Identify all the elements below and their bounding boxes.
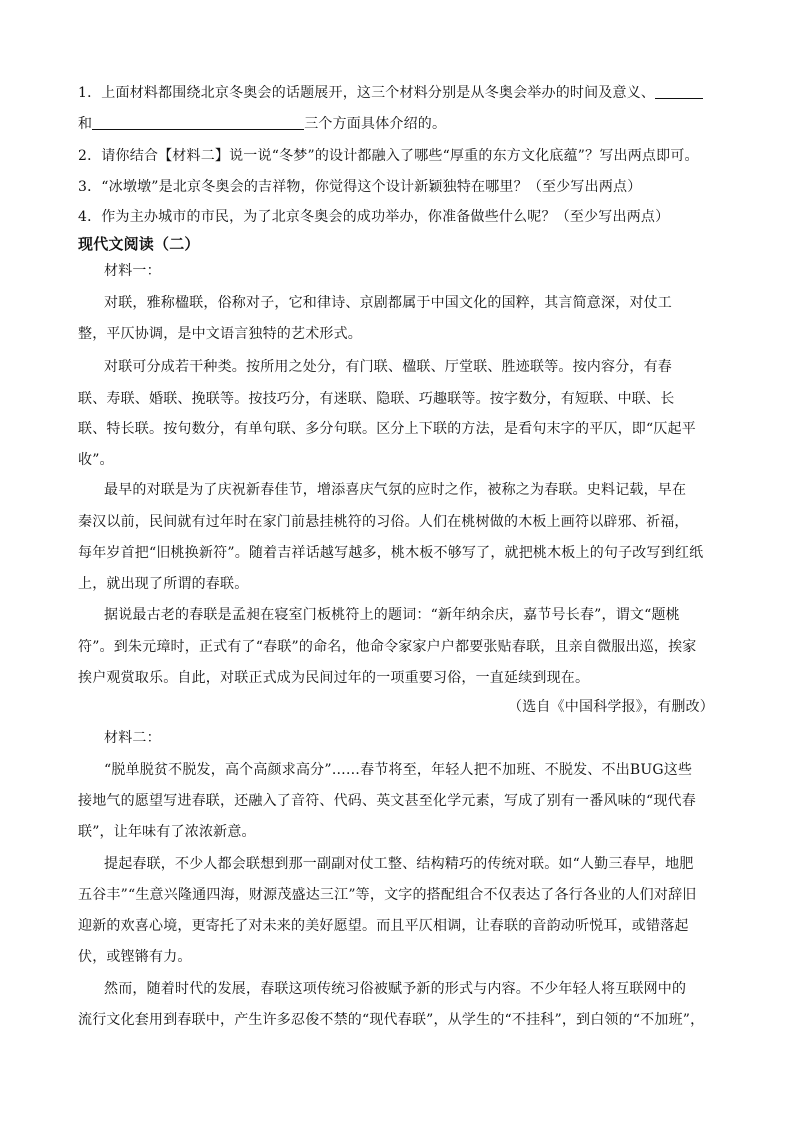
material-2-line: 五谷丰”“生意兴隆通四海，财源茂盛达三江”等，文字的搭配组合不仅表达了各行各业的人们对辞旧 (78, 887, 697, 903)
material-2-line: 联”，让年味有了浓浓新意。 (78, 824, 256, 840)
material-1-line: 对联，雅称楹联，俗称对子，它和律诗、京剧都属于中国文化的国粹，其言简意深，对仗工 (104, 295, 672, 311)
question-1-suffix: 三个方面具体介绍的。 (304, 116, 447, 132)
material-1-line: 上，就出现了所谓的春联。 (78, 576, 249, 592)
answer-blank-2[interactable] (92, 115, 304, 130)
section-title: 现代文阅读（二） (78, 235, 200, 253)
material-1-line: 整，平仄协调，是中文语言独特的艺术形式。 (78, 326, 362, 342)
material-2-line: 流行文化套用到春联中，产生许多忍俊不禁的“现代春联”，从学生的“不挂科”，到白领的“不加班”， (78, 1012, 705, 1028)
question-1-text: 1．上面材料都围绕北京冬奥会的话题展开，这三个材料分别是从冬奥会举办的时间及意义、 (78, 85, 656, 101)
question-1-prefix: 和 (78, 116, 93, 132)
material-2-line: 提起春联，不少人都会联想到那一副副对仗工整、结构精巧的传统对联。如“人勤三春早，地肥 (104, 856, 694, 872)
material-1-line: 符”。到朱元璋时，正式有了“春联”的命名，他命令家家户户都要张贴春联，且亲自微服出巡，挨家 (78, 639, 697, 655)
material-2-label: 材料二： (104, 730, 161, 746)
material-1-line: 最早的对联是为了庆祝新春佳节，增添喜庆气氛的应时之作，被称之为春联。史料记载，早在 (104, 482, 687, 498)
material-1-line: 挨户观赏取乐。自此，对联正式成为民间过年的一项重要习俗，一直延续到现在。 (78, 670, 590, 686)
question-4: 4．作为主办城市的市民，为了北京冬奥会的成功举办，你准备做些什么呢？（至少写出两点） (78, 209, 670, 225)
material-1-line: 每年岁首把“旧桃换新符”。随着吉祥话越写越多，桃木板不够写了，就把桃木板上的句子改写到红纸 (78, 545, 704, 561)
material-2-line: “脱单脱贫不脱发，高个高颜求高分”……春节将至，年轻人把不加班、不脱发、不出BUG这些 (104, 762, 693, 778)
material-2-line: 然而，随着时代的发展，春联这项传统习俗被赋予新的形式与内容。不少年轻人将互联网中的 (104, 981, 687, 997)
question-2: 2．请你结合【材料二】说一说“冬梦”的设计都融入了哪些“厚重的东方文化底蕴”？写出两点即可。 (78, 148, 699, 164)
material-2-line: 迎新的欢喜心境，更寄托了对未来的美好愿望。而且平仄相调，让春联的音韵动听悦耳，或错落起 (78, 918, 689, 934)
material-1-line: 据说最古老的春联是孟昶在寝室门板桃符上的题词：“新年纳余庆，嘉节号长春”，谓文“题桃 (104, 607, 680, 623)
material-1-line: 联、特长联。按句数分，有单句联、多分句联。区分上下联的方法，是看句末字的平仄，即“仄起平 (78, 421, 696, 437)
material-2-line: 伏，或铿锵有力。 (78, 949, 192, 965)
answer-blank-1[interactable] (655, 84, 703, 99)
material-1-line: 收”。 (78, 452, 114, 468)
material-1-source: （选自《中国科学报》，有删改） (508, 699, 714, 715)
material-1-line: 联、寿联、婚联、挽联等。按技巧分，有迷联、隐联、巧趣联等。按字数分，有短联、中联、长 (78, 391, 675, 407)
question-1-line-1 (78, 84, 718, 102)
material-1-line: 对联可分成若干种类。按所用之处分，有门联、楹联、厅堂联、胜迹联等。按内容分，有春 (104, 359, 672, 375)
material-2-line: 接地气的愿望写进春联，还融入了音符、代码、英文甚至化学元素，写成了别有一番风味的“现代春 (78, 793, 696, 809)
question-1-line-2 (78, 115, 718, 133)
question-3: 3．“冰墩墩”是北京冬奥会的吉祥物，你觉得这个设计新颖独特在哪里？（至少写出两点） (78, 179, 642, 195)
material-1-line: 秦汉以前，民间就有过年时在家门前悬挂桃符的习俗。人们在桃树做的木板上画符以辟邪、祈福， (78, 514, 689, 530)
material-1-label: 材料一： (104, 263, 161, 279)
